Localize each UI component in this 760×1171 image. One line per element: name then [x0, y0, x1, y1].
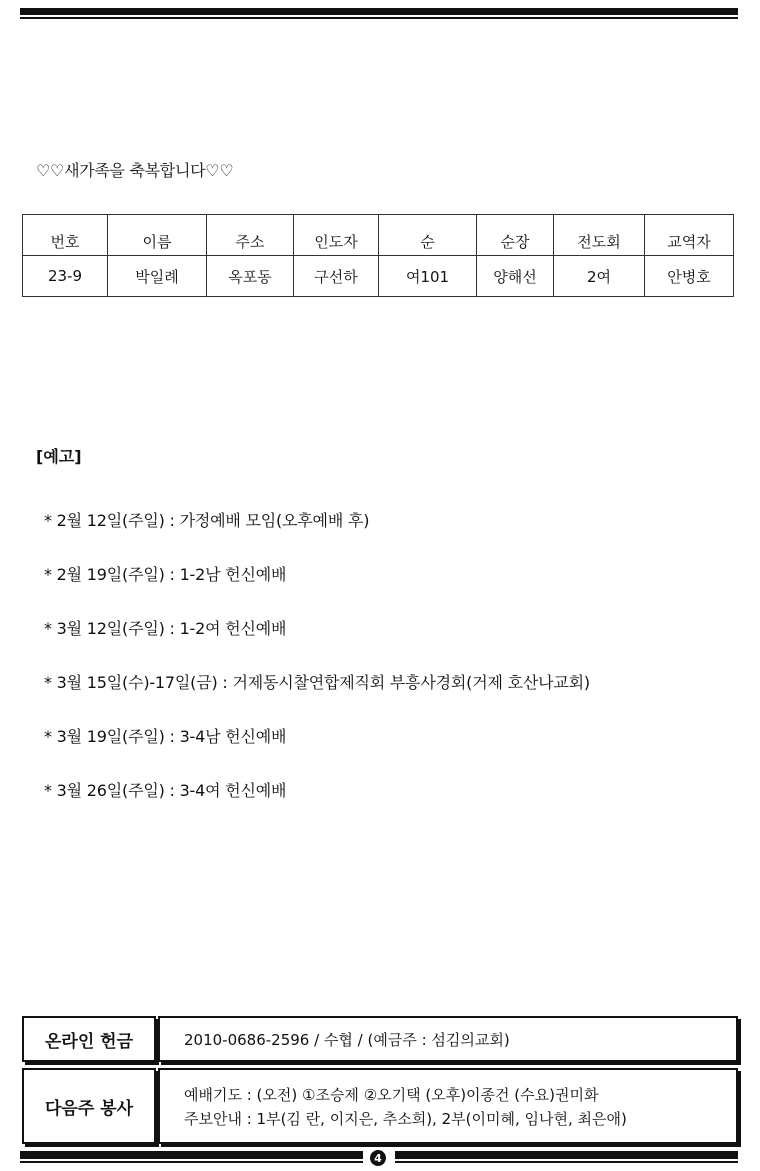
usher-duty-line: 주보안내 : 1부(김 란, 이지은, 추소희), 2부(이미혜, 임나현, 최은애) [184, 1110, 627, 1128]
cell-name: 박일례 [108, 256, 207, 297]
notice-list [44, 508, 590, 832]
table-row [23, 256, 734, 297]
list-item: * 2월 12일(주일) : 가정예배 모임(오후예배 후) [44, 511, 370, 530]
list-item: * 3월 19일(주일) : 3-4남 헌신예배 [44, 727, 287, 746]
prayer-duty-line: 예배기도 : (오전) ①조승제 ②오기택 (오후)이종건 (수요)권미화 [184, 1086, 599, 1104]
col-header-number: 번호 [23, 215, 108, 256]
col-header-mission: 전도회 [554, 215, 645, 256]
col-header-guide: 인도자 [294, 215, 379, 256]
online-giving-label: 온라인 헌금 [22, 1016, 156, 1062]
bottom-divider [20, 1150, 738, 1164]
page-number: 4 [370, 1150, 386, 1166]
online-giving-text: 2010-0686-2596 / 수협 / (예금주 : 섬김의교회) [184, 1030, 510, 1049]
cell-group: 여101 [379, 256, 477, 297]
col-header-name: 이름 [108, 215, 207, 256]
table-header-row [23, 215, 734, 256]
top-divider [20, 8, 738, 20]
list-item: * 3월 12일(주일) : 1-2여 헌신예배 [44, 619, 287, 638]
online-giving-info [158, 1016, 738, 1062]
cell-number: 23-9 [23, 256, 108, 297]
cell-pastor: 안병호 [645, 256, 734, 297]
list-item: * 2월 19일(주일) : 1-2남 헌신예배 [44, 565, 287, 584]
next-week-service-info [158, 1068, 738, 1144]
col-header-pastor: 교역자 [645, 215, 734, 256]
new-family-table [22, 214, 734, 297]
next-week-service-label: 다음주 봉사 [22, 1068, 156, 1144]
notice-heading: [예고] [36, 447, 82, 466]
cell-guide: 구선하 [294, 256, 379, 297]
cell-group-leader: 양해선 [477, 256, 554, 297]
col-header-group: 순 [379, 215, 477, 256]
col-header-group-leader: 순장 [477, 215, 554, 256]
list-item: * 3월 15일(수)-17일(금) : 거제동시찰연합제직회 부흥사경회(거제 호산나교회) [44, 673, 590, 692]
cell-mission: 2여 [554, 256, 645, 297]
list-item: * 3월 26일(주일) : 3-4여 헌신예배 [44, 781, 287, 800]
col-header-address: 주소 [207, 215, 294, 256]
cell-address: 옥포동 [207, 256, 294, 297]
new-family-heading: ♡♡새가족을 축복합니다♡♡ [36, 161, 234, 180]
